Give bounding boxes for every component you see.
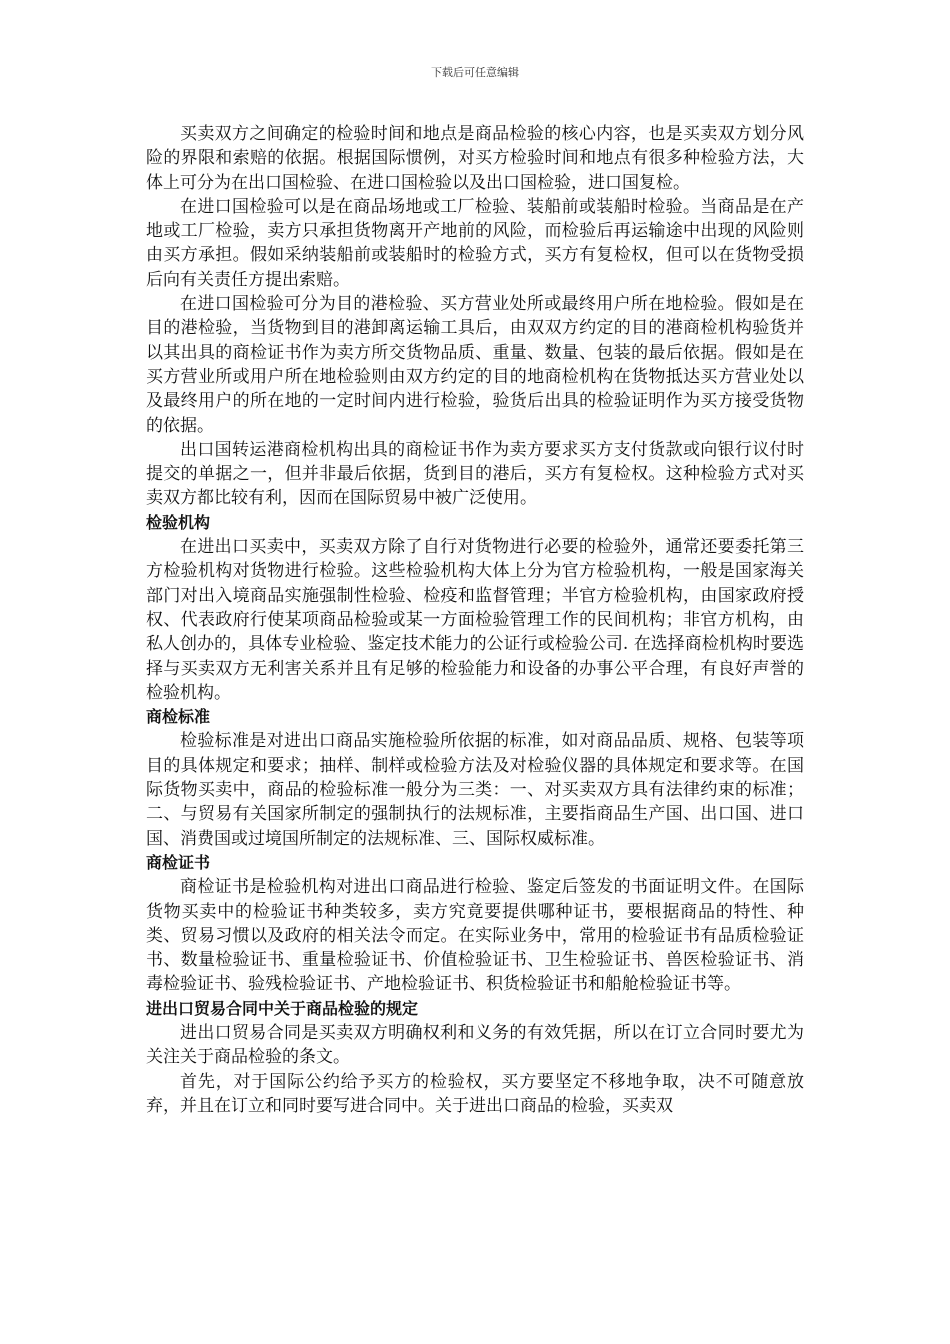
paragraph-inspection-certificates: 商检证书是检验机构对进出口商品进行检验、鉴定后签发的书面证明文件。在国际货物买卖中的检验证书种类较多，卖方究竟要提供哪种证书，要根据商品的特性、种类、贸易习惯以及政府的相关法令而定。在实际业务中，常用的检验证书有品质检验证书、数量检验证书、重量检验证书、价值检验证书、卫生检验证书、兽医检验证书、消毒检验证书、验残检验证书、产地检验证书、积货检验证书和船舱检验证书等。 [146, 877, 804, 995]
heading-contract-inspection-clauses: 进出口贸易合同中关于商品检验的规定 [146, 998, 419, 1018]
paragraph-inspection-time-place: 买卖双方之间确定的检验时间和地点是商品检验的核心内容，也是买卖双方划分风险的界限和索赔的依据。根据国际惯例，对买方检验时间和地点有很多种检验方法，大体上可分为在出口国检验、在进口国检验以及出口国检验，进口国复检。 [146, 124, 804, 193]
paragraph-inspection-standards: 检验标准是对进出口商品实施检验所依据的标准，如对商品品质、规格、包装等项目的具体规定和要求；抽样、制样或检验方法及对检验仪器的具体规定和要求等。在国际货物买卖中，商品的检验标准一般分为三类：一、对买卖双方具有法律约束的标准；二、与贸易有关国家所制定的强制执行的法规标准，主要指商品生产国、出口国、进口国、消费国或过境国所制定的法规标准、三、国际权威标准。 [146, 731, 804, 849]
paragraph-inspection-in-importing-country: 在进口国检验可分为目的港检验、买方营业处所或最终用户所在地检验。假如是在目的港检验，当货物到目的港卸离运输工具后，由双双方约定的目的港商检机构验货并以其出具的商检证书作为卖方所交货物品质、重量、数量、包装的最后依据。假如是在买方营业所或用户所在地检验则由双方约定的目的地商检机构在货物抵达买方营业处以及最终用户的所在地的一定时间内进行检验，验货后出具的检验证明作为买方接受货物的依据。 [146, 294, 804, 436]
heading-inspection-agencies: 检验机构 [146, 512, 211, 532]
paragraph-inspection-in-exporting-country: 在进口国检验可以是在商品场地或工厂检验、装船前或装船时检验。当商品是在产地或工厂检验，卖方只承担货物离开产地前的风险，而检验后再运输途中出现的风险则由买方承担。假如采纳装船前或装船时的检验方式，买方有复检权，但可以在货物受损后向有关责任方提出索赔。 [146, 196, 804, 290]
heading-inspection-certificates: 商检证书 [146, 852, 211, 872]
paragraph-export-inspection-import-reinspection: 出口国转运港商检机构出具的商检证书作为卖方要求买方支付货款或向银行议付时提交的单据之一，但并非最后依据，货到目的港后，买方有复检权。这种检验方式对买卖双方都比较有利，因而在国际贸易中被广泛使用。 [146, 439, 804, 509]
paragraph-contract-basis: 进出口贸易合同是买卖双方明确权利和义务的有效凭据，所以在订立合同时要尤为关注关于商品检验的条文。 [146, 1022, 804, 1068]
heading-inspection-standards: 商检标准 [146, 707, 211, 727]
page-header: 下载后可任意编辑 [431, 66, 519, 79]
document-body [146, 122, 804, 1118]
paragraph-inspection-agencies: 在进出口买卖中，买卖双方除了自行对货物进行必要的检验外，通常还要委托第三方检验机构对货物进行检验。这些检验机构大体上分为官方检验机构，一般是国家海关部门对出入境商品实施强制性检验、检疫和监督管理；半官方检验机构，由国家政府授权、代表政府行使某项商品检验或某一方面检验管理工作的民间机构；非官方机构，由私人创办的，具体专业检验、鉴定技术能力的公证行或检验公司. 在选择商检机构时要选择与买卖双方无利害关系并且有足够的检验能力和设备的办事公平合理，有良好声誉的检验机构。 [146, 537, 804, 703]
paragraph-buyer-inspection-right: 首先，对于国际公约给予买方的检验权，买方要坚定不移地争取，决不可随意放弃，并且在订立和同时要写进合同中。关于进出口商品的检验，买卖双 [146, 1071, 804, 1116]
